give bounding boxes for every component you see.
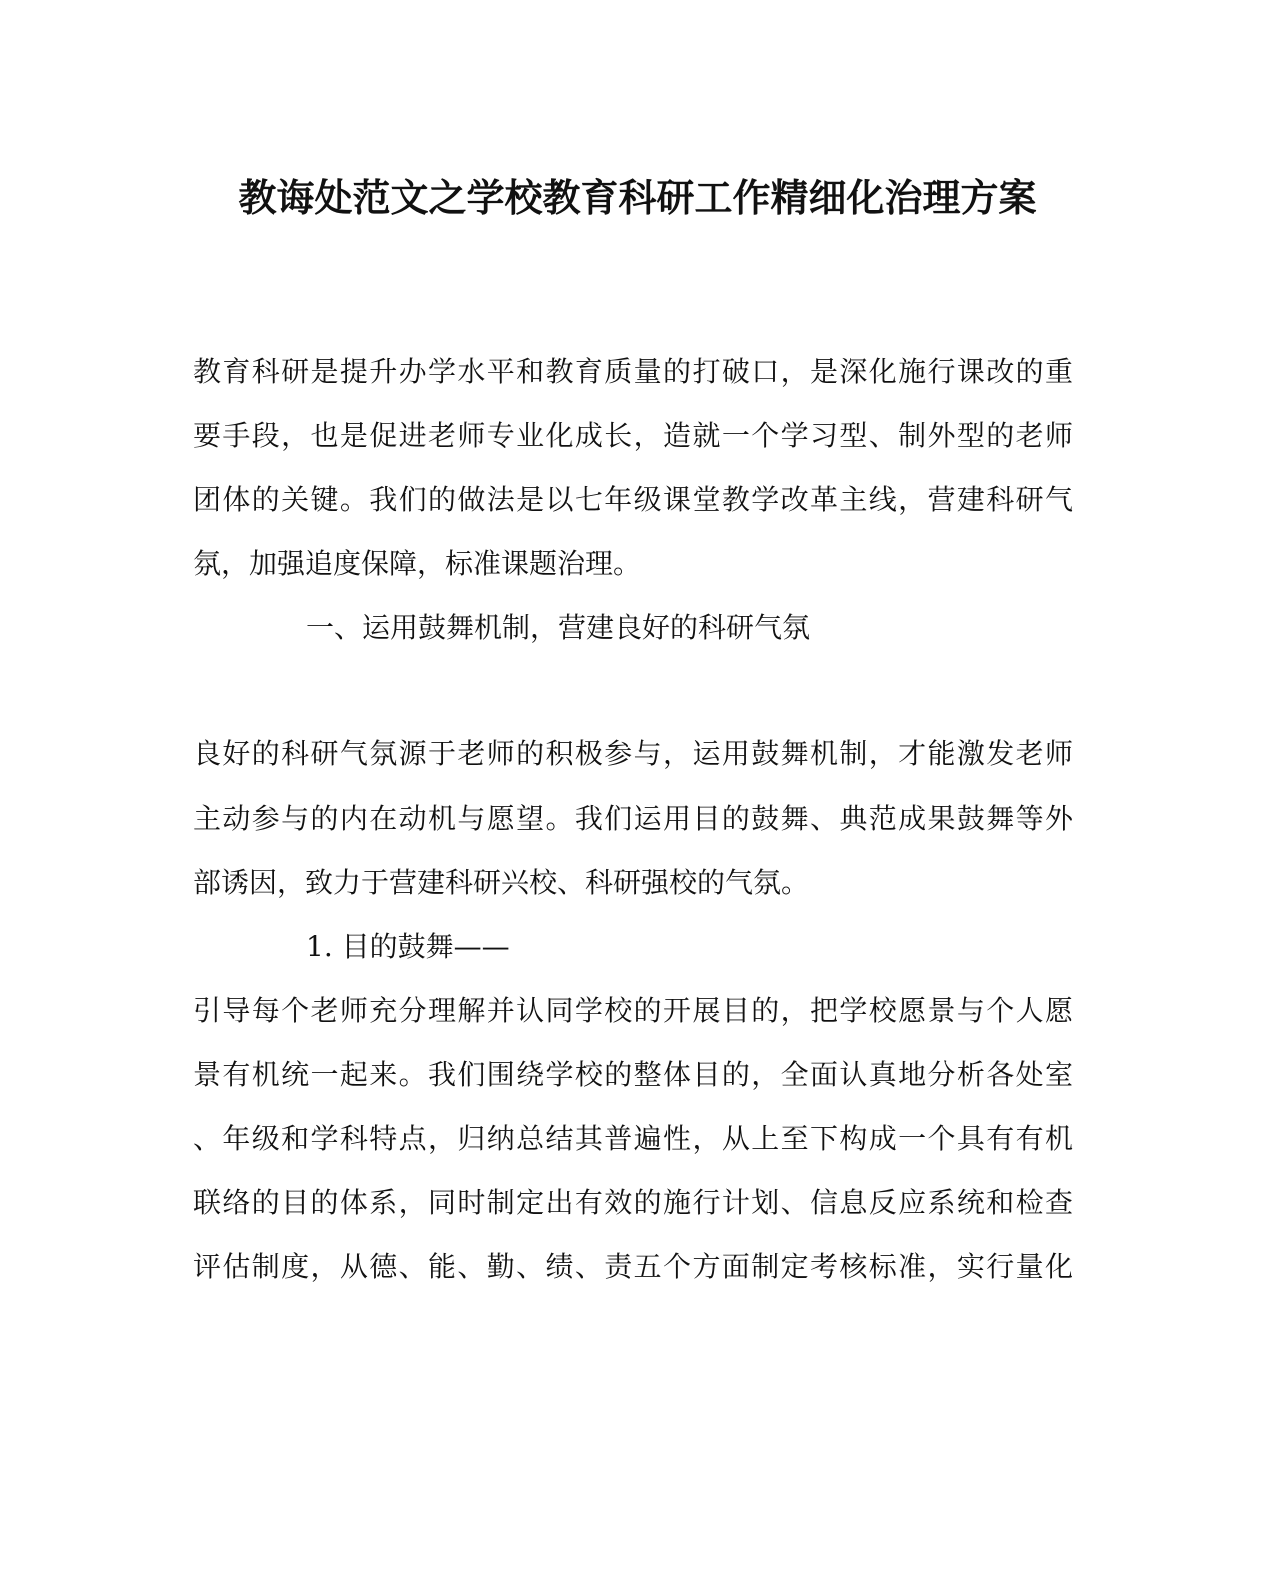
- paragraph-line: 主动参与的内在动机与愿望。我们运用目的鼓舞、典范成果鼓舞等外: [193, 802, 1073, 835]
- paragraph-line: 良好的科研气氛源于老师的积极参与，运用鼓舞机制，才能激发老师: [193, 737, 1073, 770]
- document-title: 教诲处范文之学校教育科研工作精细化治理方案: [238, 175, 1037, 220]
- paragraph-line: 、年级和学科特点，归纳总结其普遍性，从上至下构成一个具有有机: [193, 1122, 1073, 1155]
- section-heading: 一、运用鼓舞机制，营建良好的科研气氛: [306, 611, 811, 644]
- paragraph-line: 评估制度，从德、能、勤、绩、责五个方面制定考核标准，实行量化: [193, 1250, 1073, 1283]
- paragraph-line: 团体的关键。我们的做法是以七年级课堂教学改革主线，营建科研气: [193, 483, 1073, 516]
- paragraph-line: 教育科研是提升办学水平和教育质量的打破口，是深化施行课改的重: [193, 355, 1073, 388]
- paragraph-line: 引导每个老师充分理解并认同学校的开展目的，把学校愿景与个人愿: [193, 994, 1073, 1027]
- paragraph-line: 部诱因，致力于营建科研兴校、科研强校的气氛。: [193, 866, 810, 899]
- subsection-heading: 1. 目的鼓舞——: [306, 930, 510, 963]
- paragraph-line: 氛，加强追度保障，标准课题治理。: [193, 547, 642, 580]
- paragraph-line: 景有机统一起来。我们围绕学校的整体目的，全面认真地分析各处室: [193, 1058, 1073, 1091]
- paragraph-line: 联络的目的体系，同时制定出有效的施行计划、信息反应系统和检查: [193, 1186, 1073, 1219]
- paragraph-line: 要手段，也是促进老师专业化成长，造就一个学习型、制外型的老师: [193, 419, 1073, 452]
